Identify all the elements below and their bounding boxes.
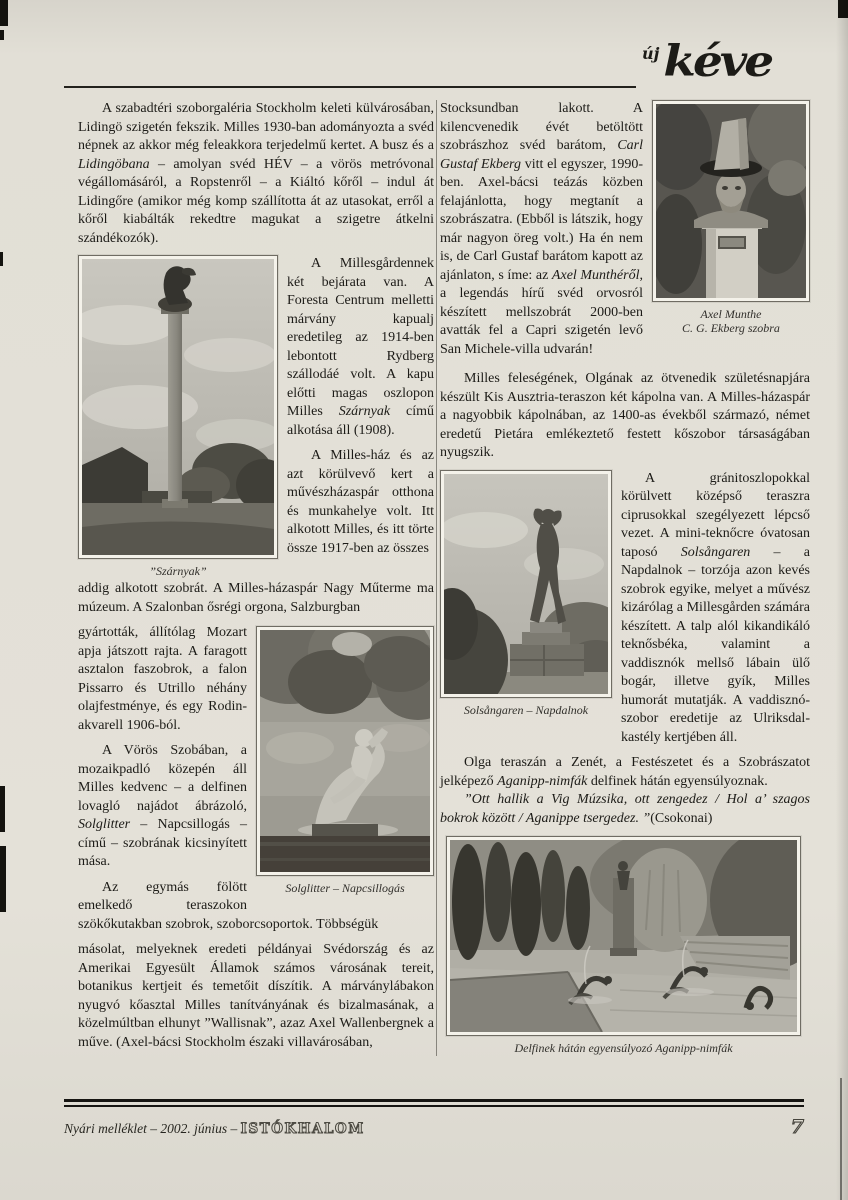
fountain-photo-frame (446, 836, 801, 1036)
scan-artifact (0, 846, 6, 912)
magazine-logo (642, 38, 771, 85)
paragraph: A Millesgårdennek két bejárata van. A Foresta Centrum melletti márvány kapualj eredetileg az 1914-ben lebontott Rydberg szállodáé volt. A kapu előtti magas oszlopon Milles Szárnyak című alkotása áll (1908). (287, 256, 435, 438)
solsangaren-caption: Solsångaren – Napdalnok (463, 702, 589, 717)
solsangaren-photo-frame (440, 470, 612, 698)
figure-solglitter (256, 626, 434, 895)
footer-issue-info (64, 1121, 365, 1137)
column-divider (436, 100, 437, 1056)
scan-edge-shade (836, 0, 848, 1200)
munthe-photo-frame (652, 100, 810, 302)
solglitter-photo-frame (256, 626, 434, 876)
footer-issue-text: Nyári melléklet – 2002. június – (64, 1121, 241, 1136)
paragraph: másolat, melyeknek eredeti példányai Svédország és az Amerikai Egyesült Államok számos városának tereit, botanikus kertjeit és temetőit díszítik. A márványlábakon nyugvó kőasztal Milles tanítványának és bizalmasának, a közelmúltban elhunyt ”Wallisnak”, azaz Axel Wallenbergnek a műve. (Axel-bácsi Stockholm északi villavárosában, (78, 942, 434, 1050)
szarnyak-photo-frame (78, 255, 278, 559)
scan-artifact (0, 786, 5, 832)
solsangaren-row (440, 470, 810, 755)
scan-artifact (0, 0, 8, 26)
munthe-caption-line2: C. G. Ekberg szobra (682, 321, 780, 335)
left-column (78, 100, 434, 1059)
solglitter-caption: Solglitter – Napcsillogás (285, 881, 405, 895)
footer (64, 1116, 804, 1138)
munthe-side-text (440, 100, 643, 366)
quote-paragraph (440, 791, 810, 828)
paragraph: Az egymás fölött emelkedő teraszokon szökőkutakban szobrok, szoborcsoportok. Többségük (78, 879, 379, 932)
logo-prefix: új (642, 44, 660, 63)
footer-magazine-name: ISTÓKHALOM (240, 1121, 365, 1137)
right-column (440, 100, 810, 1055)
paragraph: gyártották, állítólag Mozart apja játszott rajta. A faragott asztalon faszobrok, a falon Pissarro és Utrillo néhány olajfestménye, és egy Rodin-akvarell 1906-ból. (78, 625, 247, 733)
szarnyak-image (82, 259, 274, 555)
paragraph: addig alkotott szobrát. A Milles-házaspár Nagy Műterme ma múzeum. A Szalonban ősrégi orgona, Salzburgban (78, 581, 434, 615)
fountain-image (450, 840, 797, 1032)
page-number: 7 (790, 1116, 804, 1138)
scan-artifact (0, 30, 4, 40)
solglitter-wrap (78, 624, 434, 1052)
paragraph: A gránitoszlopokkal körülvett középső teraszra ciprusokkal szegélyezett lépcső vezet. A mini-teknőcre óvatosan taposó Solsångaren – a Napdalnok – torzója azon kevés szobrok egyike, melyet a művész kizárólag a Millesgården számára készített. A talp alól kikandikáló teknősbéka, valamint a vaddisznók mellső lábain ülő bogár, illetve gyík, Milles humorát mutatják. A vaddisznó-szobor eredetije az Ulriksdal-kastély kertjében áll. (621, 470, 810, 745)
munthe-caption-line1: Axel Munthe (700, 307, 762, 321)
munthe-row (440, 100, 810, 366)
fountain-caption: Delfinek hátán egyensúlyozó Aganipp-nimfák (514, 1041, 733, 1055)
paragraph: A szabadtéri szoborgaléria Stockholm keleti külvárosában, Lidingö szigetén fekszik. Milles 1930-ban adományozta a svéd népnek az akkor még feleakkora terjedelmű kertet. A busz és a Lidingöbana – amolyan svéd HÉV – a vörös metróvonal végállomásáról, a Ropstenről – a Kiáltó kőről – indul át Lidingőre (amikor még komp szállította át az utasokat, erről a kőről kiabálták rekedtre magukat a szigetre átkelni szándékozók). (78, 101, 434, 246)
munthe-caption (652, 307, 810, 335)
solsangaren-image (444, 474, 608, 694)
quote-text: ”Ott hallik a Vig Múzsika, ott zengedez / Hol a’ szagos bokrok között / Aganippe tsergedez. ” (440, 792, 810, 826)
paragraph: Milles feleségének, Olgának az ötvenedik születésnapjára készült Kis Ausztria-teraszon két kápolna van. A Milles-házaspár a nagyobbik kápolnában, az 1400-as évekből származó, német eredetű Pietára emlékeztető festett kőszobor társaságában nyugszik. (440, 371, 810, 460)
szarnyak-caption: ”Szárnyak” (149, 564, 207, 578)
szarnyak-row (78, 255, 434, 578)
logo-title: kéve (663, 36, 772, 87)
figure-fountain (446, 836, 801, 1055)
solsangaren-side-text (621, 470, 810, 755)
quote-attribution: (Csokonai) (650, 810, 713, 826)
szarnyak-side-text (287, 255, 434, 565)
munthe-image (656, 104, 806, 298)
solglitter-image (260, 630, 430, 872)
figure-munthe (652, 100, 810, 335)
paragraph: A Milles-ház és az azt körülvevő kert a művészházaspár otthona és munkahelye volt. Itt alkotott Milles, és itt törte össze 1917-ben az összes (287, 448, 434, 556)
figure-solsangaren (440, 470, 612, 717)
masthead-rule (64, 86, 636, 88)
paragraph: A Vörös Szobában, a mozaikpadló közepén áll Milles kedvenc – a delfinen lovagló najádot ábrázoló, Solglitter – Napcsillogás – című – szobrának kicsinyített mása. (78, 743, 247, 869)
figure-szarnyak (78, 255, 278, 578)
scan-artifact (0, 252, 3, 266)
footer-rule (64, 1099, 804, 1107)
paragraph: Stocksundban lakott. A kilencvenedik évét betöltött szobrászhoz svéd barátom, Carl Gustaf Ekberg vitt el egyszer, 1990-ben. Axel-bácsi teázás közben felajánlotta, hogy megtanít a szobrászatra. (Ebből is látszik, hogy már nagyon öreg volt.) Ha én nem is, de Carl Gustaf barátom kapott az ajánlaton, s íme: az Axel Munthéről, a legendás hírű svéd orvosról készített mellszobrát 2000-ben avatták fel a Capri szigetén levő San Michele-villa udvarán! (440, 101, 643, 357)
paragraph: Olga teraszán a Zenét, a Festészetet és a Szobrászatot jelképező Aganipp-nimfák delfinek hátán egyensúlyoznak. (440, 755, 810, 789)
